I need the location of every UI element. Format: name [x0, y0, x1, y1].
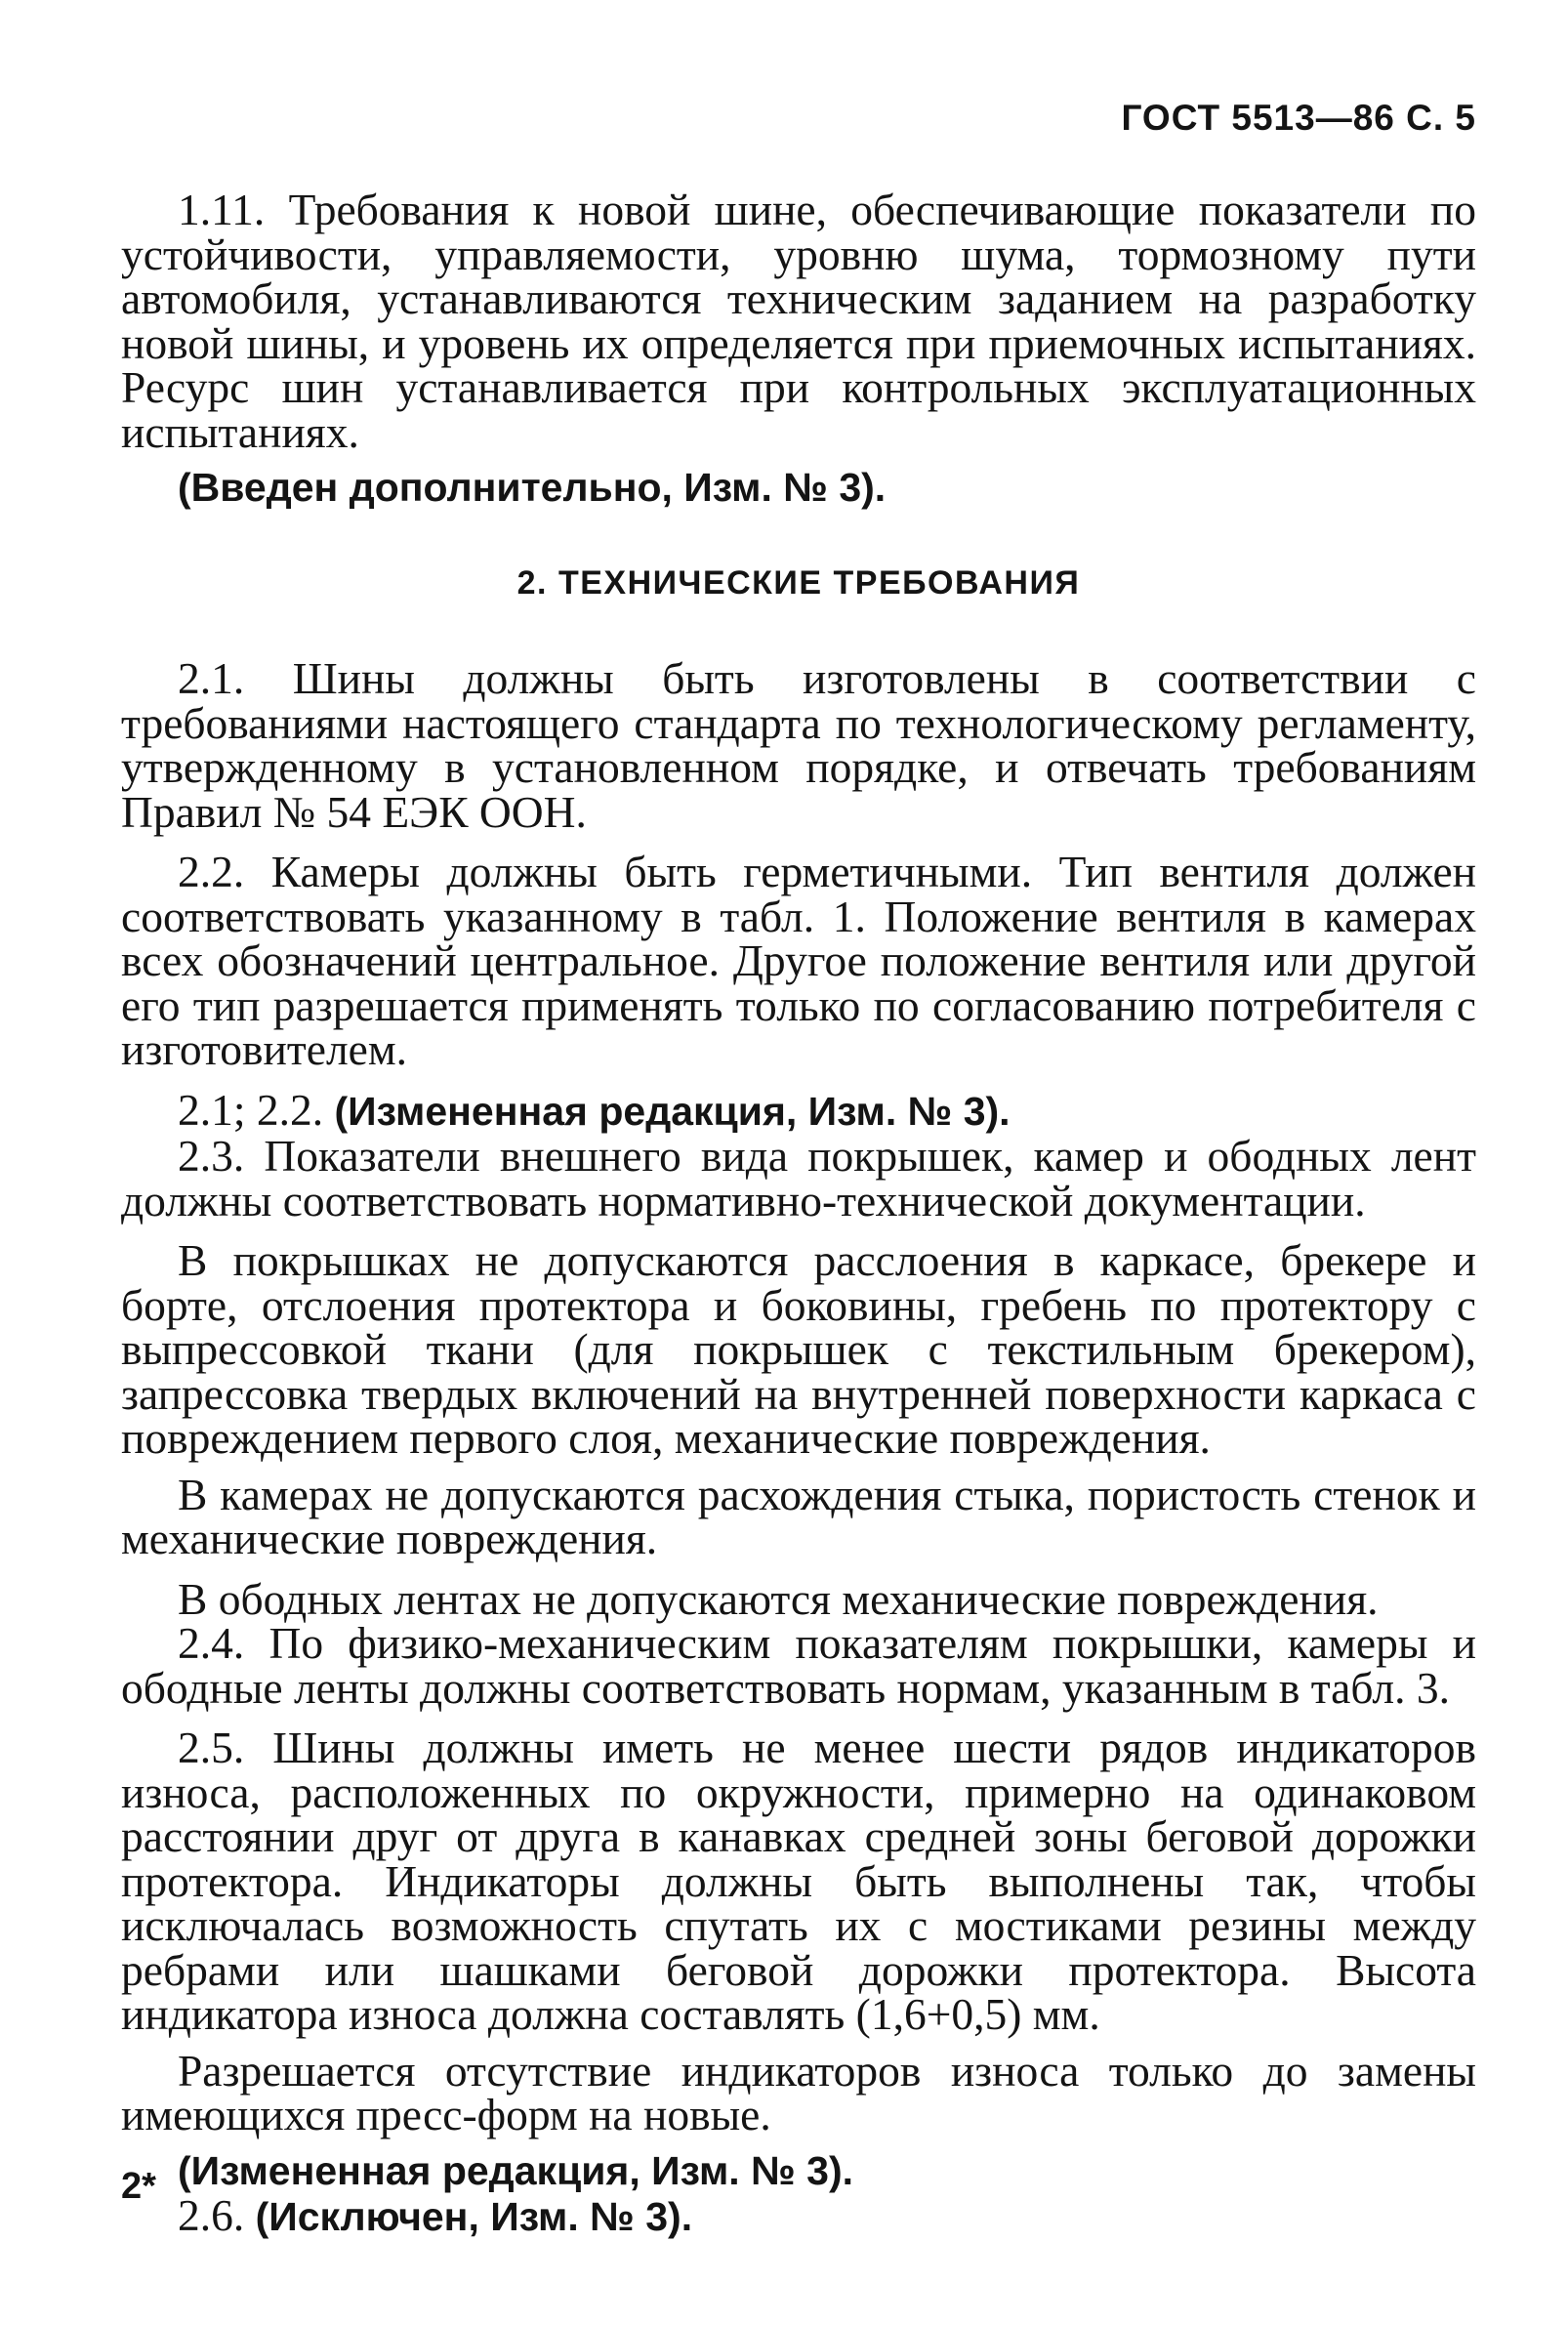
section-2-title: 2. ТЕХНИЧЕСКИЕ ТРЕБОВАНИЯ	[516, 563, 1081, 602]
paragraph-2-6-text: (Исключен, Изм. № 3).	[255, 2194, 693, 2239]
paragraph-2-4: 2.4. По физико-механическим показателям покрышки, камеры и ободные ленты должны соответствовать нормам, указанным в табл. 3.	[121, 1618, 1476, 1713]
amendment-note-1-11: (Введен дополнительно, Изм. № 3).	[178, 465, 887, 510]
amendment-note-2-1-2-2-text: (Измененная редакция, Изм. № 3).	[334, 1088, 1011, 1134]
paragraph-2-3-tubes: В камерах не допускаются расхождения стыка, пористость стенок и механические повреждения.	[121, 1469, 1476, 1563]
paragraph-2-3-tires: В покрышках не допускаются расслоения в каркасе, брекере и борте, отслоения протектора и боковины, гребень по протектору с выпрессовкой ткани (для покрышек с текстильным брекером), запрессовка твердых включений на внутренней поверхности каркаса с повреждением первого слоя, механические повреждения.	[121, 1235, 1476, 1463]
paragraph-2-6	[121, 2190, 1476, 2240]
amendment-note-2-1-2-2-prefix: 2.1; 2.2.	[178, 1084, 324, 1135]
paragraph-2-6-prefix: 2.6.	[178, 2190, 245, 2240]
page-header: ГОСТ 5513—86 С. 5	[1121, 98, 1476, 138]
amendment-note-2-5: (Измененная редакция, Изм. № 3).	[178, 2147, 854, 2193]
document-body	[121, 187, 1476, 2240]
paragraph-2-1: 2.1. Шины должны быть изготовлены в соответствии с требованиями настоящего стандарта по технологическому регламенту, утвержденному в установленном порядке, и отвечать требованиям Правил № 54 ЕЭК ООН.	[121, 653, 1476, 837]
paragraph-2-5: 2.5. Шины должны иметь не менее шести рядов индикаторов износа, расположенных по окружности, примерно на одинаковом расстоянии друг от друга в канавках средней зоны беговой дорожки протектора. Индикаторы должны быть выполнены так, чтобы исключалась возможность спутать их с мостиками резины между ребрами или шашками беговой дорожки протектора. Высота индикатора износа должна составлять (1,6+0,5) мм.	[121, 1723, 1476, 2039]
signature-mark: 2*	[121, 2166, 156, 2207]
paragraph-2-3: 2.3. Показатели внешнего вида покрышек, камер и ободных лент должны соответствовать нормативно-технической документации.	[121, 1131, 1476, 1225]
paragraph-1-11: 1.11. Требования к новой шине, обеспечивающие показатели по устойчивости, управляемости, уровню шума, тормозному пути автомобиля, устанавливаются техническим заданием на разработку новой шины, и уровень их определяется при приемочных испытаниях. Ресурс шин устанавливается при контрольных эксплуатационных испытаниях.	[121, 185, 1476, 457]
amendment-note-2-1-2-2	[121, 1084, 1476, 1135]
paragraph-2-2: 2.2. Камеры должны быть герметичными. Тип вентиля должен соответствовать указанному в табл. 1. Положение вентиля в камерах всех обозначений центральное. Другое положение вентиля или другой его тип разрешается применять только по согласованию потребителя с изготовителем.	[121, 847, 1476, 1074]
paragraph-2-5-allowed: Разрешается отсутствие индикаторов износа только до замены имеющихся пресс-форм на новые.	[121, 2045, 1476, 2139]
paragraph-2-3-flaps: В ободных лентах не допускаются механические повреждения.	[178, 1573, 1379, 1624]
